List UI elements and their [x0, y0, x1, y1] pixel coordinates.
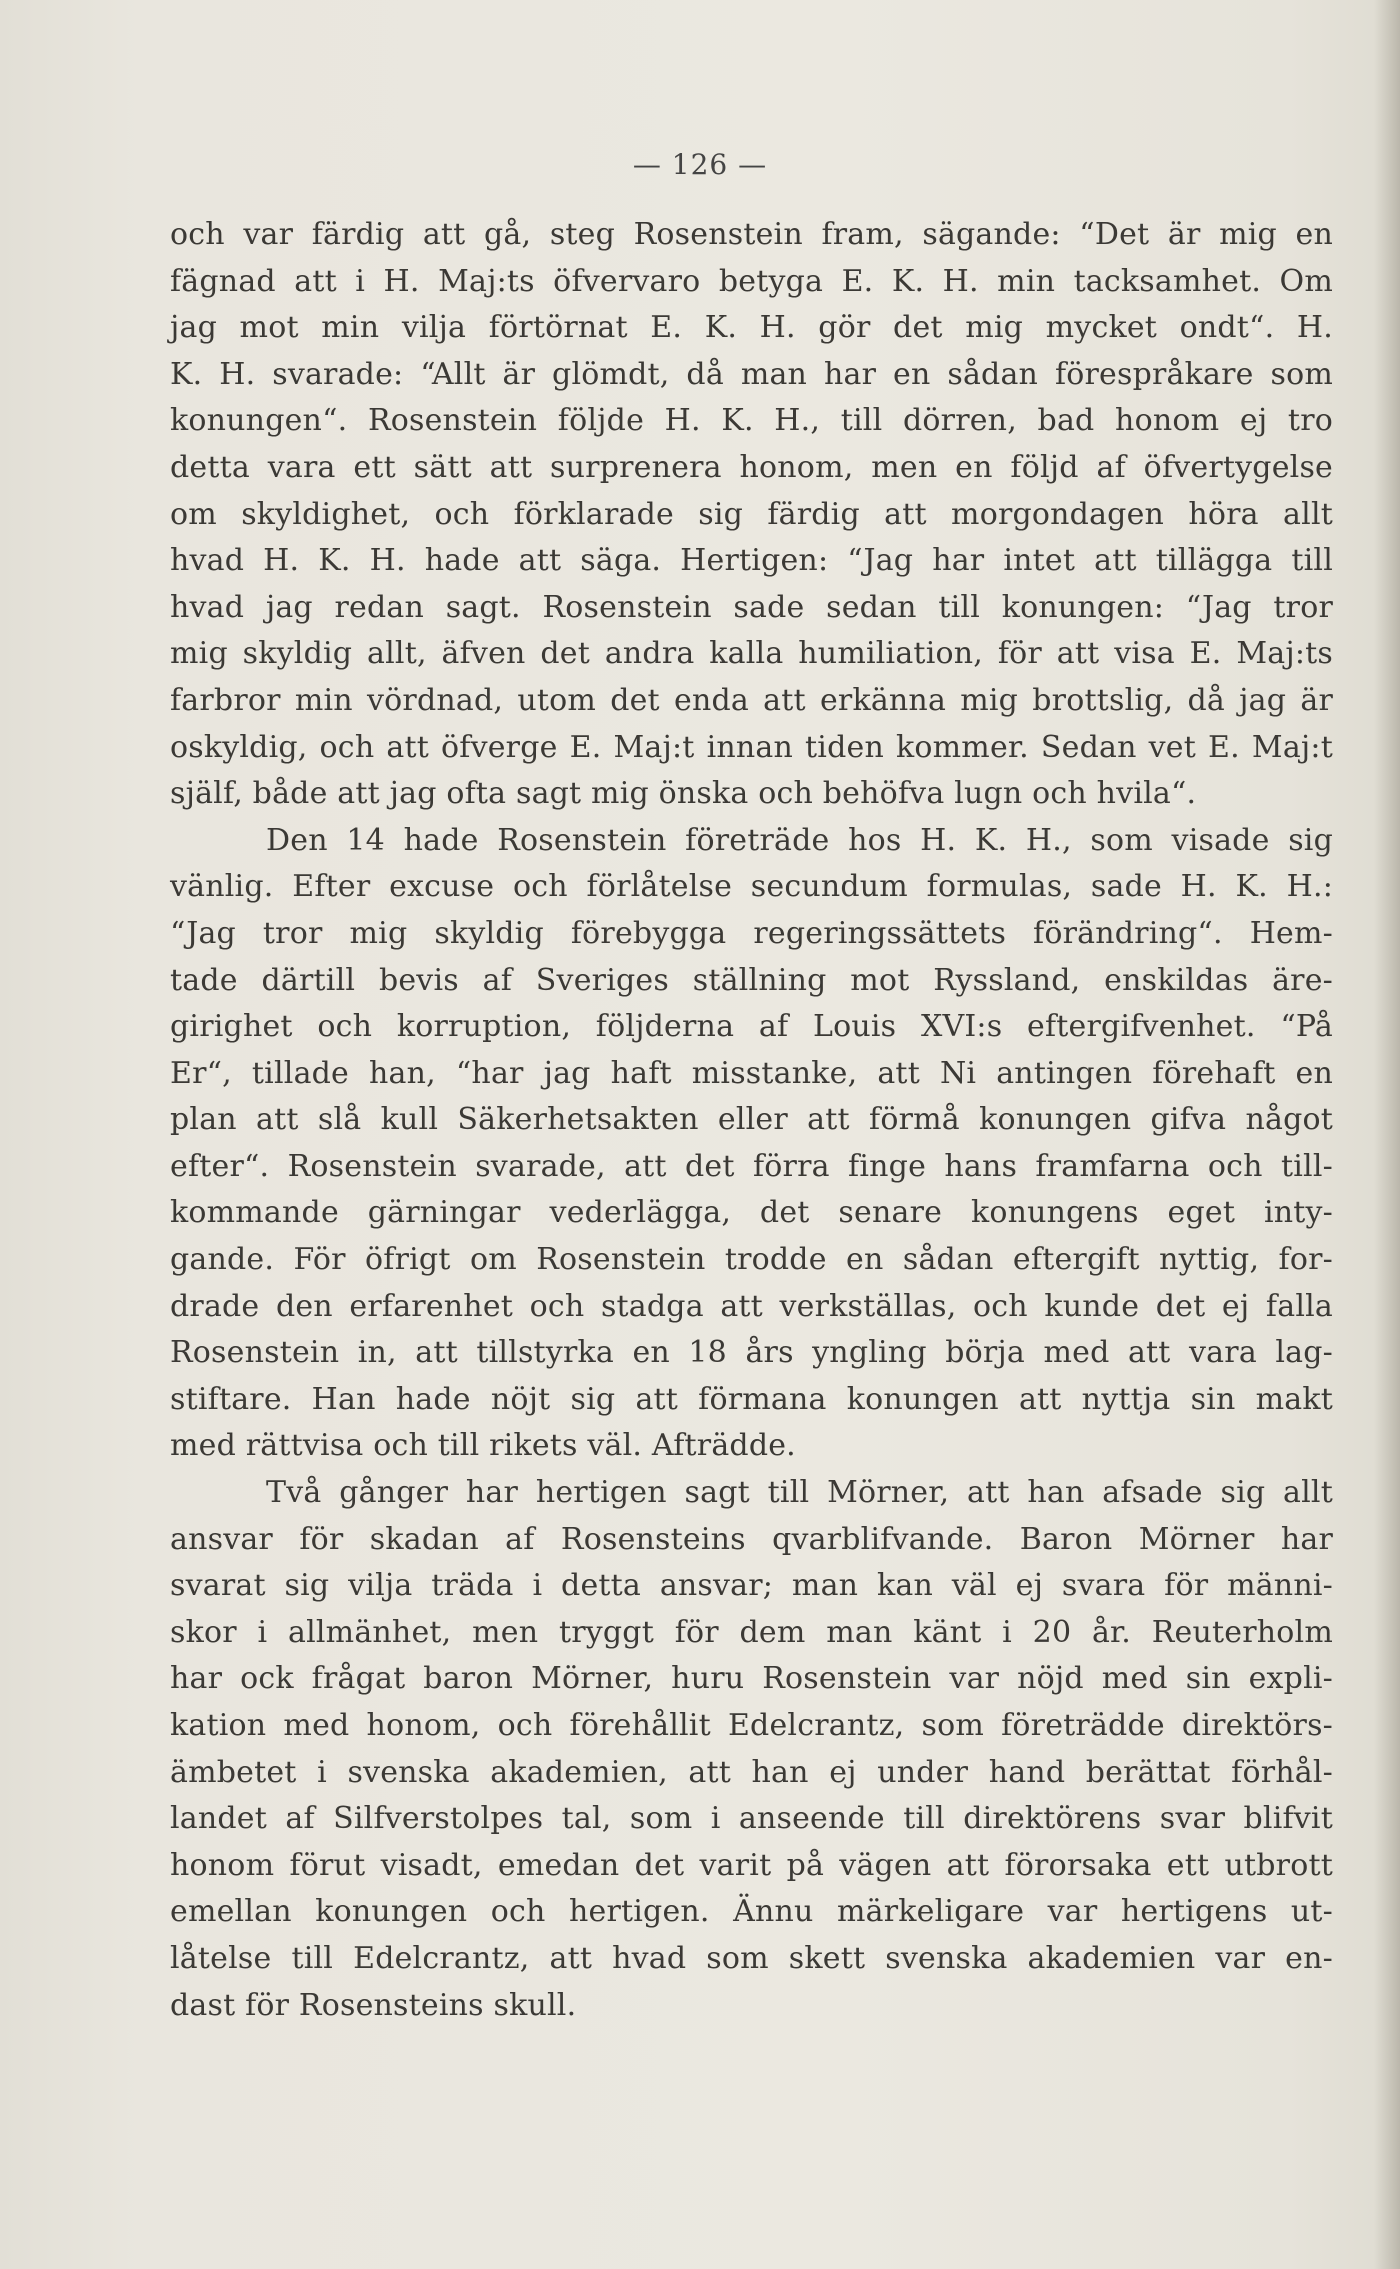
- text-line: emellan konungen och hertigen. Ännu märkeligare var hertigens ut-: [170, 1894, 1333, 1930]
- text-line: farbror min vördnad, utom det enda att erkänna mig brottslig, då jag är: [170, 682, 1333, 718]
- text-line: plan att slå kull Säkerhetsakten eller att förmå konungen gifva något: [170, 1102, 1333, 1138]
- text-line: detta vara ett sätt att surprenera honom, men en följd af öfvertygelse: [170, 449, 1333, 485]
- text-line: K. H. svarade: “Allt är glömdt, då man har en sådan förespråkare som: [170, 356, 1333, 392]
- page-edge-shadow: [1374, 0, 1400, 2269]
- text-line: oskyldig, och att öfverge E. Maj:t innan tiden kommer. Sedan vet E. Maj:t: [170, 729, 1333, 765]
- text-line: konungen“. Rosenstein följde H. K. H., till dörren, bad honom ej tro: [170, 403, 1333, 439]
- text-line: med rättvisa och till rikets väl. Afträdde.: [170, 1428, 796, 1464]
- text-line: har ock frågat baron Mörner, huru Rosenstein var nöjd med sin expli-: [170, 1661, 1333, 1697]
- text-line: ansvar för skadan af Rosensteins qvarblifvande. Baron Mörner har: [170, 1521, 1333, 1557]
- text-line: mig skyldig allt, äfven det andra kalla humiliation, för att visa E. Maj:ts: [170, 636, 1333, 672]
- text-line: jag mot min vilja förtörnat E. K. H. gör det mig mycket ondt“. H.: [170, 310, 1333, 346]
- text-line: fägnad att i H. Maj:ts öfvervaro betyga E. K. H. min tacksamhet. Om: [170, 263, 1333, 299]
- text-line: dast för Rosensteins skull.: [170, 1987, 577, 2023]
- text-line: tade därtill bevis af Sveriges ställning mot Ryssland, enskildas äre-: [170, 962, 1333, 998]
- text-line: kommande gärningar vederlägga, det senare konungens eget inty-: [170, 1195, 1333, 1231]
- body-text: [170, 212, 1333, 2029]
- text-line: själf, både att jag ofta sagt mig önska och behöfva lugn och hvila“.: [170, 776, 1197, 812]
- text-line: hvad jag redan sagt. Rosenstein sade sedan till konungen: “Jag tror: [170, 589, 1333, 625]
- text-line: Er“, tillade han, “har jag haft misstanke, att Ni antingen förehaft en: [170, 1055, 1333, 1091]
- text-line: låtelse till Edelcrantz, att hvad som skett svenska akademien var en-: [170, 1940, 1333, 1976]
- page-number: — 126 —: [632, 148, 768, 181]
- text-line: gande. För öfrigt om Rosenstein trodde en sådan eftergift nyttig, for-: [170, 1242, 1333, 1278]
- text-line: om skyldighet, och förklarade sig färdig att morgondagen höra allt: [170, 496, 1333, 532]
- text-line: landet af Silfverstolpes tal, som i anseende till direktörens svar blifvit: [170, 1801, 1333, 1837]
- text-line: efter“. Rosenstein svarade, att det förra finge hans framfarna och till-: [170, 1148, 1333, 1184]
- text-line: skor i allmänhet, men tryggt för dem man känt i 20 år. Reuterholm: [170, 1614, 1333, 1650]
- text-line: ämbetet i svenska akademien, att han ej under hand berättat förhål-: [170, 1754, 1333, 1790]
- text-line: och var färdig att gå, steg Rosenstein fram, sägande: “Det är mig en: [170, 217, 1333, 252]
- text-line: Två gånger har hertigen sagt till Mörner, att han afsade sig allt: [266, 1475, 1333, 1511]
- text-line: drade den erfarenhet och stadga att verkställas, och kunde det ej falla: [170, 1288, 1333, 1324]
- text-line: stiftare. Han hade nöjt sig att förmana konungen att nyttja sin makt: [170, 1381, 1333, 1417]
- text-line: honom förut visadt, emedan det varit på vägen att förorsaka ett utbrott: [170, 1847, 1333, 1883]
- text-line: girighet och korruption, följderna af Louis XVI:s eftergifvenhet. “På: [170, 1009, 1333, 1045]
- text-line: “Jag tror mig skyldig förebygga regeringssättets förändring“. Hem-: [170, 915, 1333, 951]
- text-line: svarat sig vilja träda i detta ansvar; man kan väl ej svara för männi-: [170, 1568, 1333, 1604]
- text-line: Den 14 hade Rosenstein företräde hos H. K. H., som visade sig: [266, 822, 1333, 858]
- text-line: hvad H. K. H. hade att säga. Hertigen: “Jag har intet att tillägga till: [170, 543, 1333, 579]
- text-line: vänlig. Efter excuse och förlåtelse secundum formulas, sade H. K. H.:: [170, 869, 1333, 905]
- text-line: kation med honom, och förehållit Edelcrantz, som företrädde direktörs-: [170, 1708, 1333, 1743]
- text-line: Rosenstein in, att tillstyrka en 18 års yngling börja med att vara lag-: [170, 1335, 1333, 1371]
